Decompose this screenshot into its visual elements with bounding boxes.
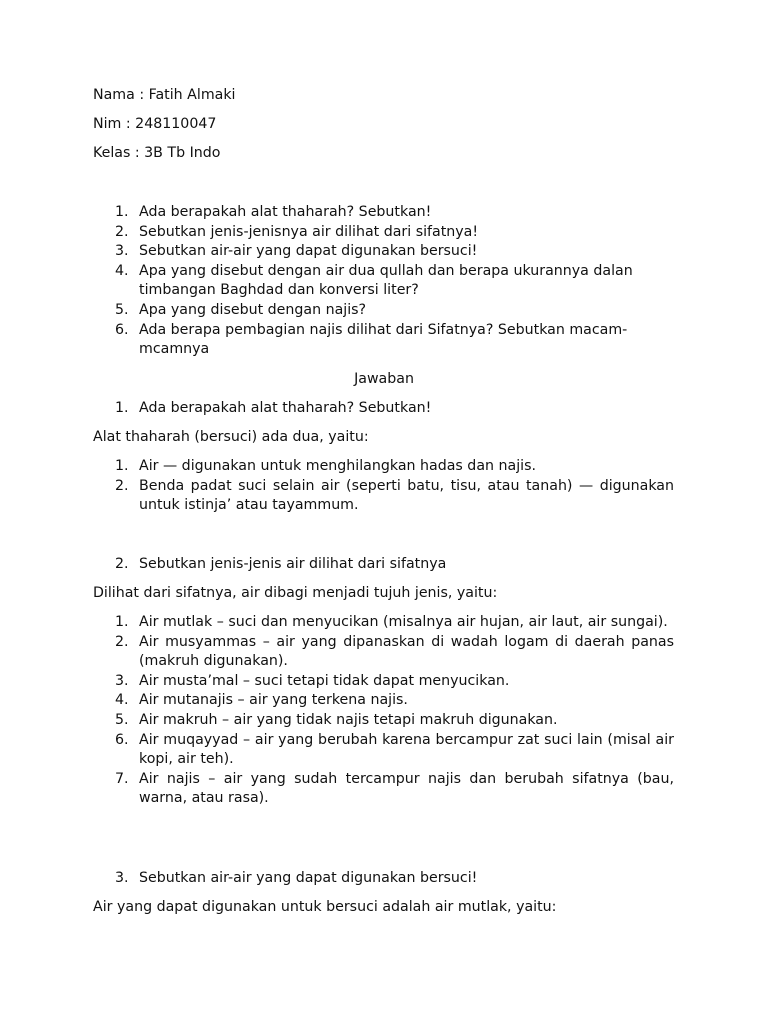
question-item: 1. Ada berapakah alat thaharah? Sebutkan! — [115, 204, 432, 220]
student-name: Nama : Fatih Almaki — [93, 87, 236, 103]
answer-item: 2. Air musyammas – air yang dipanaskan di wadah logam di daerah panas (makruh digunakan). — [115, 633, 674, 670]
question-item: 5. Apa yang disebut dengan najis? — [115, 301, 367, 318]
answer-item: 4. Air mutanajis – air yang terkena najis. — [115, 692, 408, 709]
answer2-intro: Dilihat dari sifatnya, air dibagi menjadi tujuh jenis, yaitu: — [93, 585, 498, 601]
answer-item: 2. Benda padat suci selain air (seperti batu, tisu, atau tanah) — digunakan untuk istinja’ atau tayammum. — [115, 477, 674, 514]
answer-item: 5. Air makruh – air yang tidak najis tetapi makruh digunakan. — [115, 711, 558, 728]
student-class: Kelas : 3B Tb Indo — [93, 145, 221, 161]
question-item: 2. Sebutkan jenis-jenisnya air dilihat dari sifatnya! — [115, 223, 479, 240]
answer-item: 6. Air muqayyad – air yang berubah karena bercampur zat suci lain (misal air kopi, air teh). — [115, 731, 674, 768]
question-item: 2. Sebutkan jenis-jenis air dilihat dari sifatnya — [115, 556, 447, 572]
answer1-list — [115, 457, 674, 516]
answer2-list — [115, 613, 674, 809]
answer2-question — [115, 555, 674, 575]
question-item: 1. Ada berapakah alat thaharah? Sebutkan! — [115, 400, 432, 416]
question-item: 3. Sebutkan air-air yang dapat digunakan bersuci! — [115, 870, 478, 886]
student-nim: Nim : 248110047 — [93, 116, 217, 132]
question-item: 4. Apa yang disebut dengan air dua qullah dan berapa ukurannya dalan timbangan Baghdad dan konversi liter? — [115, 262, 633, 299]
answer-item: 1. Air — digunakan untuk menghilangkan hadas dan najis. — [115, 458, 536, 474]
question-item: 6. Ada berapa pembagian najis dilihat dari Sifatnya? Sebutkan macam-mcamnya — [115, 321, 628, 358]
answer-item: 7. Air najis – air yang sudah tercampur najis dan berubah sifatnya (bau, warna, atau rasa). — [115, 770, 674, 807]
answer1-question — [115, 399, 674, 419]
answer1-intro: Alat thaharah (bersuci) ada dua, yaitu: — [93, 429, 369, 445]
question-list — [115, 203, 674, 360]
answers-heading: Jawaban — [354, 371, 414, 387]
question-item: 3. Sebutkan air-air yang dapat digunakan bersuci! — [115, 243, 478, 260]
answer3-intro: Air yang dapat digunakan untuk bersuci adalah air mutlak, yaitu: — [93, 899, 557, 915]
answer-item: 1. Air mutlak – suci dan menyucikan (misalnya air hujan, air laut, air sungai). — [115, 614, 668, 630]
answer3-question — [115, 869, 674, 889]
answer-item: 3. Air musta’mal – suci tetapi tidak dapat menyucikan. — [115, 672, 510, 689]
